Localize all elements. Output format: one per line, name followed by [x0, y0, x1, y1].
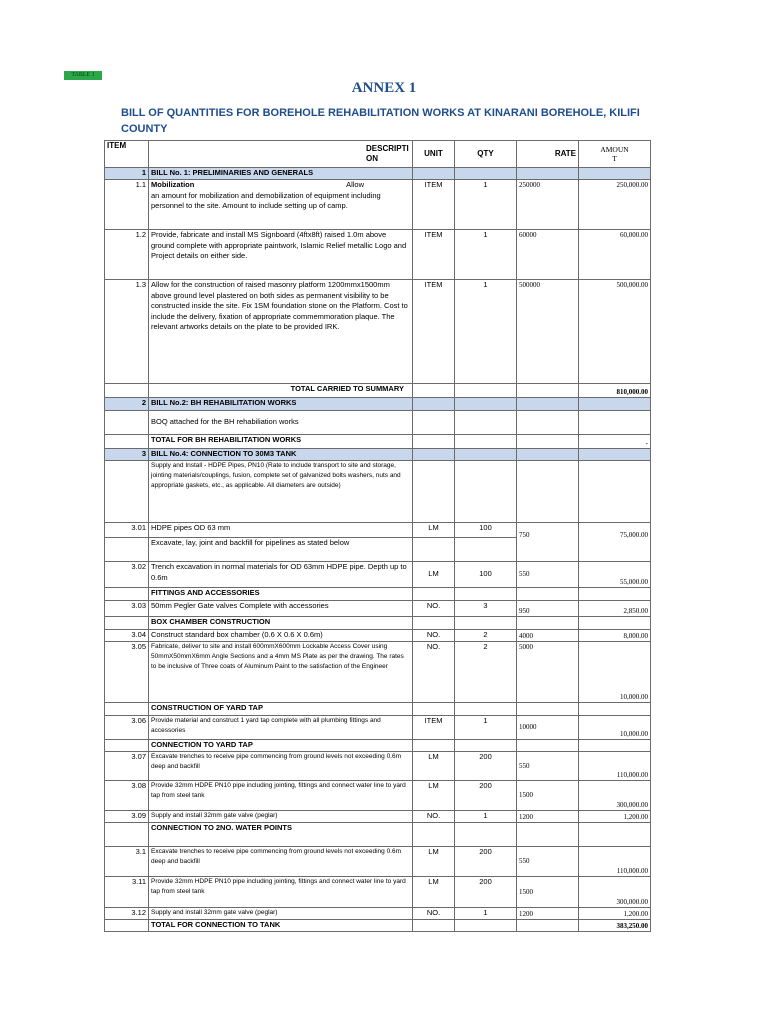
col-amount-label: AMOUN T — [600, 145, 629, 163]
table-row — [105, 601, 651, 617]
item-rate: 250000 — [517, 180, 579, 230]
col-item: ITEM — [105, 141, 149, 168]
bill-title: BILL No.2: BH REHABILITATION WORKS — [149, 398, 413, 411]
item-number: 3.01 — [105, 523, 149, 538]
item-number: 3.05 — [105, 642, 149, 703]
item-number: 3.04 — [105, 630, 149, 642]
bill-note: BOQ attached for the BH rehabiliation works — [149, 411, 413, 435]
item-rate: 950 — [517, 601, 579, 617]
bill-header-row — [105, 449, 651, 461]
item-unit: NO. — [413, 908, 455, 920]
table-row — [105, 411, 651, 435]
table-row — [105, 523, 651, 538]
table-row — [105, 642, 651, 703]
item-description: Construct standard box chamber (0.6 X 0.6 X 0.6m) — [149, 630, 413, 642]
item-amount: 10,000.00 — [579, 642, 651, 703]
total-amount: 810,000.00 — [579, 384, 651, 398]
table-row — [105, 823, 651, 847]
item-qty: 3 — [455, 601, 517, 617]
col-description — [149, 141, 413, 168]
item-unit: LM — [413, 562, 455, 588]
item-qty: 1 — [455, 908, 517, 920]
sub-note: Excavate, lay, joint and backfill for pipelines as stated below — [149, 538, 413, 562]
item-rate: 1200 — [517, 908, 579, 920]
table-row — [105, 716, 651, 740]
item-unit: ITEM — [413, 716, 455, 740]
bill-number: 3 — [105, 449, 149, 461]
section-label: CONNECTION TO 2NO. WATER POINTS — [149, 823, 413, 847]
table-tag: TABLE 1 — [64, 71, 102, 80]
item-qty: 1 — [455, 180, 517, 230]
col-unit: UNIT — [413, 141, 455, 168]
col-qty: QTY — [455, 141, 517, 168]
item-number: 3.11 — [105, 877, 149, 908]
item-amount: 300,000.00 — [579, 877, 651, 908]
document-heading: BILL OF QUANTITIES FOR BOREHOLE REHABILITATION WORKS AT KINARANI BOREHOLE, KILIFI COUNTY — [121, 107, 640, 135]
item-unit: LM — [413, 847, 455, 877]
item-qty: 1 — [455, 716, 517, 740]
item-amount: 500,000.00 — [579, 280, 651, 384]
annex-title: ANNEX 1 — [351, 80, 417, 96]
table-row — [105, 703, 651, 716]
item-rate: 550 — [517, 562, 579, 588]
item-number: 3.09 — [105, 811, 149, 823]
item-rate: 550 — [517, 752, 579, 781]
item-detail: an amount for mobilization and demobilization of equipment including personnel to the site. Amount to include setting up of camp. — [151, 190, 381, 210]
table-row — [105, 908, 651, 920]
table-row — [105, 230, 651, 280]
item-description: Fabricate, deliver to site and install 600mmX600mm Lockable Access Cover using 50mmX50mmX6mm Angle Sections and a 4mm MS Plate as per the drawing. The rates to be inclusive of Three coats of Aluminum Paint to the satisfaction of the Engineer — [149, 642, 413, 703]
item-unit: ITEM — [413, 280, 455, 384]
item-rate: 500000 — [517, 280, 579, 384]
item-description: Provide material and construct 1 yard tap complete with all plumbing fittings and accessories — [149, 716, 413, 740]
item-qty: 100 — [455, 562, 517, 588]
item-amount: 75,000.00 — [579, 523, 651, 562]
item-rate: 10000 — [517, 716, 579, 740]
item-amount: 110,000.00 — [579, 847, 651, 877]
item-description: Excavate trenches to receive pipe commencing from ground levels not exceeding 0.6m deep and backfill — [149, 752, 413, 781]
item-amount: 10,000.00 — [579, 716, 651, 740]
table-row — [105, 877, 651, 908]
table-row — [105, 811, 651, 823]
item-qty: 200 — [455, 781, 517, 811]
bill-title: BILL No. 1: PRELIMINARIES AND GENERALS — [149, 168, 413, 180]
item-rate: 5000 — [517, 642, 579, 703]
section-label: FITTINGS AND ACCESSORIES — [149, 588, 413, 601]
section-label: CONSTRUCTION OF YARD TAP — [149, 703, 413, 716]
item-unit: NO. — [413, 642, 455, 703]
bill-number: 1 — [105, 168, 149, 180]
item-description: Excavate trenches to receive pipe commencing from ground levels not exceeding 0.6m deep and backfill — [149, 847, 413, 877]
item-unit: LM — [413, 877, 455, 908]
item-number: 3.07 — [105, 752, 149, 781]
total-label: TOTAL CARRIED TO SUMMARY — [149, 384, 413, 398]
item-number: 3.1 — [105, 847, 149, 877]
item-rate: 1500 — [517, 781, 579, 811]
table-row — [105, 740, 651, 752]
table-row — [105, 180, 651, 230]
item-amount: 55,000.00 — [579, 562, 651, 588]
item-unit: LM — [413, 523, 455, 538]
item-qty: 200 — [455, 877, 517, 908]
item-amount: 250,000.00 — [579, 180, 651, 230]
section-label: CONNECTION TO YARD TAP — [149, 740, 413, 752]
col-description-label: DESCRIPTI ON — [366, 143, 409, 163]
item-qty: 2 — [455, 630, 517, 642]
bill-number: 2 — [105, 398, 149, 411]
item-number: 3.06 — [105, 716, 149, 740]
item-amount: 1,200.00 — [579, 908, 651, 920]
item-amount: 60,000.00 — [579, 230, 651, 280]
section-intro: Supply and Install - HDPE Pipes, PN10 (Rate to include transport to site and storage, jointing materials/couplings, fusion, complete set of galvanized bolts washers, nuts and appropriate gaskets, etc., as applicable. All diameters are outside) — [149, 461, 413, 523]
item-unit: NO. — [413, 630, 455, 642]
item-amount: 110,000.00 — [579, 752, 651, 781]
bill-of-quantities-table — [104, 140, 651, 932]
item-rate: 550 — [517, 847, 579, 877]
item-qty: 1 — [455, 811, 517, 823]
item-qty: 200 — [455, 752, 517, 781]
table-row — [105, 752, 651, 781]
total-row — [105, 435, 651, 449]
header-row — [105, 141, 651, 168]
item-qty: 1 — [455, 230, 517, 280]
table-row — [105, 617, 651, 630]
item-unit: NO. — [413, 601, 455, 617]
item-number: 3.08 — [105, 781, 149, 811]
table-row — [105, 781, 651, 811]
total-amount: - — [579, 435, 651, 449]
bill-header-row — [105, 398, 651, 411]
item-number: 1.3 — [105, 280, 149, 384]
item-description: Supply and install 32mm gate valve (peglar) — [149, 811, 413, 823]
item-number: 1.1 — [105, 180, 149, 230]
item-unit: LM — [413, 752, 455, 781]
total-amount: 383,250.00 — [579, 920, 651, 932]
item-qty: 2 — [455, 642, 517, 703]
item-rate: 750 — [517, 523, 579, 562]
item-description: Trench excavation in normal materials for OD 63mm HDPE pipe. Depth up to 0.6m — [149, 562, 413, 588]
item-amount: 1,200.00 — [579, 811, 651, 823]
bill-title: BILL No.4: CONNECTION TO 30M3 TANK — [149, 449, 413, 461]
table-row — [105, 588, 651, 601]
item-unit: ITEM — [413, 230, 455, 280]
item-rate: 60000 — [517, 230, 579, 280]
item-qty: 200 — [455, 847, 517, 877]
item-description — [149, 180, 413, 230]
item-amount: 300,000.00 — [579, 781, 651, 811]
item-allow: Allow — [346, 180, 364, 189]
item-number: 3.03 — [105, 601, 149, 617]
total-label: TOTAL FOR CONNECTION TO TANK — [149, 920, 413, 932]
col-amount — [579, 141, 651, 168]
table-row — [105, 562, 651, 588]
item-qty: 1 — [455, 280, 517, 384]
total-row — [105, 384, 651, 398]
table-row — [105, 461, 651, 523]
section-label: BOX CHAMBER CONSTRUCTION — [149, 617, 413, 630]
table-row — [105, 630, 651, 642]
item-unit: LM — [413, 781, 455, 811]
item-description: Provide 32mm HDPE PN10 pipe including jointing, fittings and connect water line to yard tap from steel tank — [149, 781, 413, 811]
item-qty: 100 — [455, 523, 517, 538]
item-description: Provide, fabricate and install MS Signboard (4ftx8ft) raised 1.0m above ground complete with appropriate paintwork, Islamic Relief metallic Logo and Project details on either side. — [149, 230, 413, 280]
item-amount: 2,850.00 — [579, 601, 651, 617]
item-description: Allow for the construction of raised masonry platform 1200mmx1500mm above ground level plastered on both sides as permanent visibility to be constructed inside the site. Fix 1SM foundation stone on the Platform. Cost to include the delivery, fixation of appropriate commemmoration plaque. The relevant artworks details on the plate to be provided IRK. — [149, 280, 413, 384]
item-title: Mobilization — [151, 180, 195, 189]
item-number: 3.12 — [105, 908, 149, 920]
item-number: 3.02 — [105, 562, 149, 588]
item-description: Provide 32mm HDPE PN10 pipe including jointing, fittings and connect water line to yard tap from steel tank — [149, 877, 413, 908]
item-number: 1.2 — [105, 230, 149, 280]
bill-header-row — [105, 168, 651, 180]
item-description: 50mm Pegler Gate valves Complete with accessories — [149, 601, 413, 617]
item-rate: 1200 — [517, 811, 579, 823]
item-unit: ITEM — [413, 180, 455, 230]
table-row — [105, 847, 651, 877]
item-rate: 1500 — [517, 877, 579, 908]
item-unit: NO. — [413, 811, 455, 823]
total-row — [105, 920, 651, 932]
item-description: Supply and install 32mm gate valve (peglar) — [149, 908, 413, 920]
col-rate: RATE — [517, 141, 579, 168]
item-description: HDPE pipes OD 63 mm — [149, 523, 413, 538]
table-row — [105, 280, 651, 384]
total-label: TOTAL FOR BH REHABILITATION WORKS — [149, 435, 413, 449]
item-rate: 4000 — [517, 630, 579, 642]
item-amount: 8,000.00 — [579, 630, 651, 642]
